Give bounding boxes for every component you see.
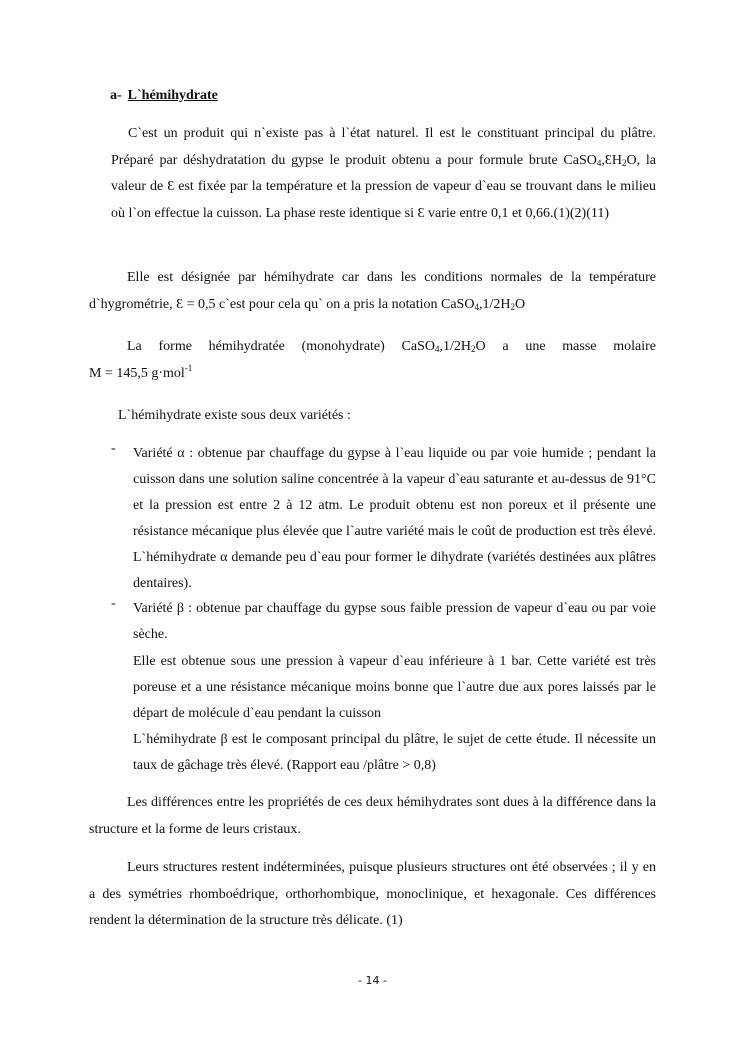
list-item-beta: Variété β : obtenue par chauffage du gypse sous faible pression de vapeur d`eau ou par voie sèche. xyxy=(133,601,656,642)
paragraph-molar-mass xyxy=(89,334,656,361)
list-item-beta-component: L`hémihydrate β est le composant principal du plâtre, le sujet de cette étude. Il nécessite un taux de gâchage très élevé. (Rapport eau /plâtre > 0,8) xyxy=(133,732,656,773)
paragraph-molar-mass-value xyxy=(89,361,656,388)
paragraph-definition xyxy=(111,121,656,227)
list-item-alpha: Variété α : obtenue par chauffage du gypse à l`eau liquide ou par voie humide ; pendant la cuisson dans une solution saline concentrée à la vapeur d`eau saturante et au-dessus de 91°C et la pression est entre 2 à 12 atm. Le produit obtenu est non poreux et il présente une résistance mécanique plus élevée que l`autre variété mais le coût de production est très élevé. L`hémihydrate α demande peu d`eau pour former le dihydrate (variétés destinées aux plâtres dentaires). xyxy=(133,446,656,591)
p1-sub-1: 4 xyxy=(596,157,602,168)
p2-sub-2: 2 xyxy=(510,301,515,312)
page-number: - 14 - xyxy=(358,974,387,987)
p1-text-a: C`est un produit qui n`existe pas à l`état naturel. Il est le constituant principal du plâtre. Préparé par déshydratation du gypse le produit obtenu a pour formule brute CaSO xyxy=(111,126,656,168)
paragraph-differences: Les différences entre les propriétés de ces deux hémihydrates sont dues à la différence dans la structure et la forme de leurs cristaux. xyxy=(89,795,656,837)
p1-sub-2: 2 xyxy=(622,157,627,168)
p3-sub-2: 2 xyxy=(471,344,476,354)
section-title: L`hémihydrate xyxy=(127,88,218,103)
p1-text-b: ,ƐH xyxy=(601,152,623,168)
p3-text-c: O a une masse molaire xyxy=(475,339,656,354)
paragraph-varieties-intro: L`hémihydrate existe sous deux variétés : xyxy=(118,408,351,423)
p2-text-b: ,1/2H xyxy=(478,296,511,312)
section-label: a- xyxy=(110,88,122,103)
bullet-marker-beta: - xyxy=(111,596,116,611)
paragraph-designation xyxy=(89,265,656,318)
p3-text-a: La forme hémihydratée (monohydrate) CaSO xyxy=(127,339,435,354)
p3-text-b: ,1/2H xyxy=(439,339,471,354)
bullet-marker-alpha: - xyxy=(111,441,116,456)
section-heading xyxy=(110,88,218,104)
paragraph-structures: Leurs structures restent indéterminées, puisque plusieurs structures ont été observées ; il y en a des symétries rhomboédrique, orthorhombique, monoclinique, et hexagonale. Ces différences rendent la détermination de la structure très délicate. (1) xyxy=(89,860,656,928)
p3-text-d: M = 145,5 g·mol xyxy=(89,366,185,381)
list-item-beta-detail: Elle est obtenue sous une pression à vapeur d`eau inférieure à 1 bar. Cette variété est très poreuse et a une résistance mécanique moins bonne que l`autre due aux pores laissés par le départ de molécule d`eau pendant la cuisson xyxy=(133,654,656,721)
p2-text-a: Elle est désignée par hémihydrate car dans les conditions normales de la température d`hygrométrie, Ɛ = 0,5 c`est pour cela qu` on a pris la notation CaSO xyxy=(89,270,656,312)
p2-text-c: O xyxy=(514,296,526,312)
p1-text-c: O, la valeur de Ɛ est fixée par la température et la pression de vapeur d`eau se trouvant dans le milieu où l`on effectue la cuisson. La phase reste identique si Ɛ varie entre 0,1 et 0,66.(1)(2)(11) xyxy=(111,152,656,221)
p2-sub-1: 4 xyxy=(474,301,479,312)
p3-sub-1: 4 xyxy=(435,344,440,354)
p3-sup: -1 xyxy=(184,363,193,373)
